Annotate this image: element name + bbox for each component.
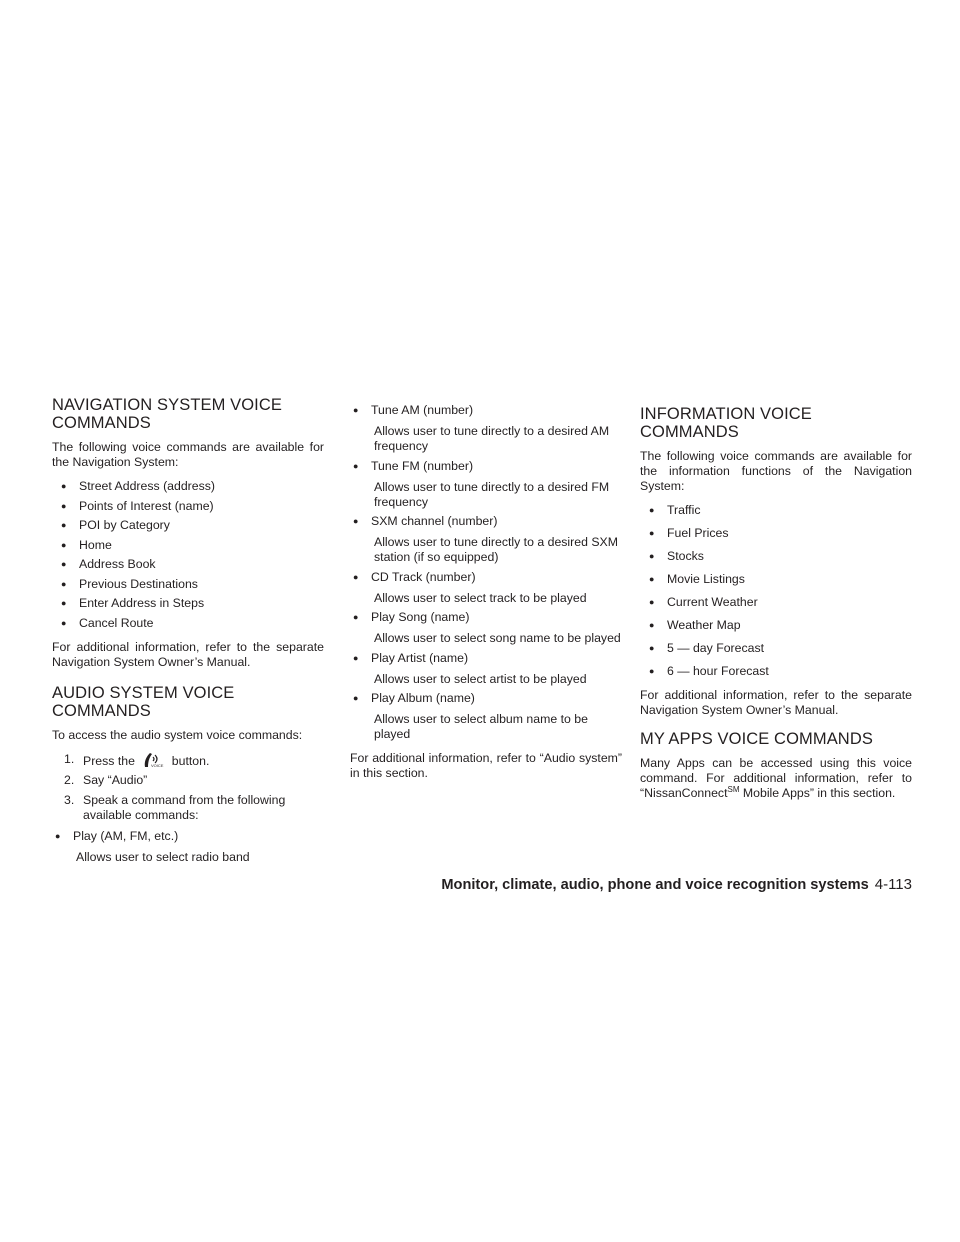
list-item <box>350 691 622 742</box>
command-name: Play (AM, FM, etc.) <box>73 828 179 843</box>
audio-voice-heading: AUDIO SYSTEM VOICE COMMANDS <box>52 683 235 720</box>
step-item <box>52 793 324 823</box>
list-item: ● Address Book <box>52 557 324 572</box>
command-description: Allows user to tune directly to a desired FM frequency <box>374 479 610 509</box>
command-name: Tune AM (number) <box>371 403 474 417</box>
list-item: ● Cancel Route <box>52 616 324 631</box>
page-footer <box>441 876 912 893</box>
apps-voice-heading: MY APPS VOICE COMMANDS <box>640 730 873 748</box>
audio-command-list <box>52 829 324 865</box>
command-name: Play Artist (name) <box>371 650 469 665</box>
nav-command-list <box>52 479 324 631</box>
list-item: ● Enter Address in Steps <box>52 596 324 611</box>
footer-chapter-title: Monitor, climate, audio, phone and voice recognition systems <box>441 877 869 893</box>
step-number: 2. <box>64 773 75 787</box>
audio-steps-list <box>52 752 324 823</box>
svg-text:VOICE: VOICE <box>151 762 164 768</box>
step-number: 1. <box>64 751 75 766</box>
voice-recognition-steering-switch-icon <box>142 752 164 768</box>
left-column <box>52 396 324 874</box>
apps-voice-text <box>640 756 912 801</box>
info-voice-outro: For additional information, refer to the separate Navigation System Owner’s Manual. <box>640 688 912 717</box>
audio-voice-outro: For additional information, refer to “Audio system” in this section. <box>350 751 622 780</box>
list-item: ● 6 — hour Forecast <box>640 664 912 679</box>
list-item <box>350 570 622 606</box>
nav-voice-outro: For additional information, refer to the separate Navigation System Owner’s Manual. <box>52 639 324 669</box>
list-item <box>350 651 622 687</box>
command-name: Tune FM (number) <box>371 458 474 473</box>
middle-column <box>350 403 622 790</box>
list-item: ● POI by Category <box>52 518 324 533</box>
step-item <box>52 752 324 769</box>
list-item: ● Home <box>52 538 324 553</box>
step-text: Speak a command from the following available commands: <box>83 792 286 822</box>
list-item: ● Fuel Prices <box>640 526 912 541</box>
list-item <box>350 610 622 646</box>
step-text: button. <box>171 753 210 768</box>
list-item: ● Street Address (address) <box>52 479 324 494</box>
list-item: ● Weather Map <box>640 618 912 633</box>
nav-voice-heading: NAVIGATION SYSTEM VOICE COMMANDS <box>52 396 282 432</box>
list-item: ● Traffic <box>640 503 912 518</box>
command-name: Play Song (name) <box>371 610 470 624</box>
page-number: 4-113 <box>874 876 912 893</box>
command-description: Allows user to select album name to be played <box>374 712 588 741</box>
command-description: Allows user to select radio band <box>76 849 250 864</box>
list-item: ● Current Weather <box>640 595 912 610</box>
info-command-list <box>640 503 912 679</box>
step-number: 3. <box>64 792 75 807</box>
apps-text-after: Mobile Apps” in this section. <box>742 786 896 800</box>
command-description: Allows user to select track to be played <box>374 590 587 605</box>
command-name: Play Album (name) <box>371 691 475 705</box>
command-description: Allows user to select song name to be played <box>374 631 621 645</box>
list-item <box>52 829 324 865</box>
list-item <box>350 403 622 454</box>
command-name: SXM channel (number) <box>371 514 498 528</box>
audio-voice-intro: To access the audio system voice commands: <box>52 727 303 742</box>
command-description: Allows user to tune directly to a desired SXM station (if so equipped) <box>374 535 618 564</box>
info-voice-intro: The following voice commands are available for the information functions of the Navigation System: <box>640 449 912 493</box>
info-voice-heading: INFORMATION VOICE COMMANDS <box>640 405 812 441</box>
audio-command-list-continued <box>350 403 622 742</box>
nav-voice-intro: The following voice commands are available for the Navigation System: <box>52 440 324 469</box>
list-item: ● Movie Listings <box>640 572 912 587</box>
list-item: ● 5 — day Forecast <box>640 641 912 656</box>
list-item: ● Stocks <box>640 549 912 564</box>
right-column <box>640 405 912 810</box>
step-text: Say “Audio” <box>83 773 148 787</box>
list-item: ● Points of Interest (name) <box>52 499 324 514</box>
list-item <box>350 459 622 510</box>
apps-text-before: Many Apps can be accessed using this voice command. For additional information, refer to “NissanConnect <box>640 756 912 800</box>
step-item <box>52 773 324 788</box>
command-name: CD Track (number) <box>371 569 476 584</box>
service-mark: SM <box>727 784 740 794</box>
list-item <box>350 514 622 565</box>
command-description: Allows user to select artist to be played <box>374 671 587 686</box>
command-description: Allows user to tune directly to a desired AM frequency <box>374 424 610 453</box>
step-text: Press the <box>83 753 135 768</box>
list-item: ● Previous Destinations <box>52 577 324 592</box>
